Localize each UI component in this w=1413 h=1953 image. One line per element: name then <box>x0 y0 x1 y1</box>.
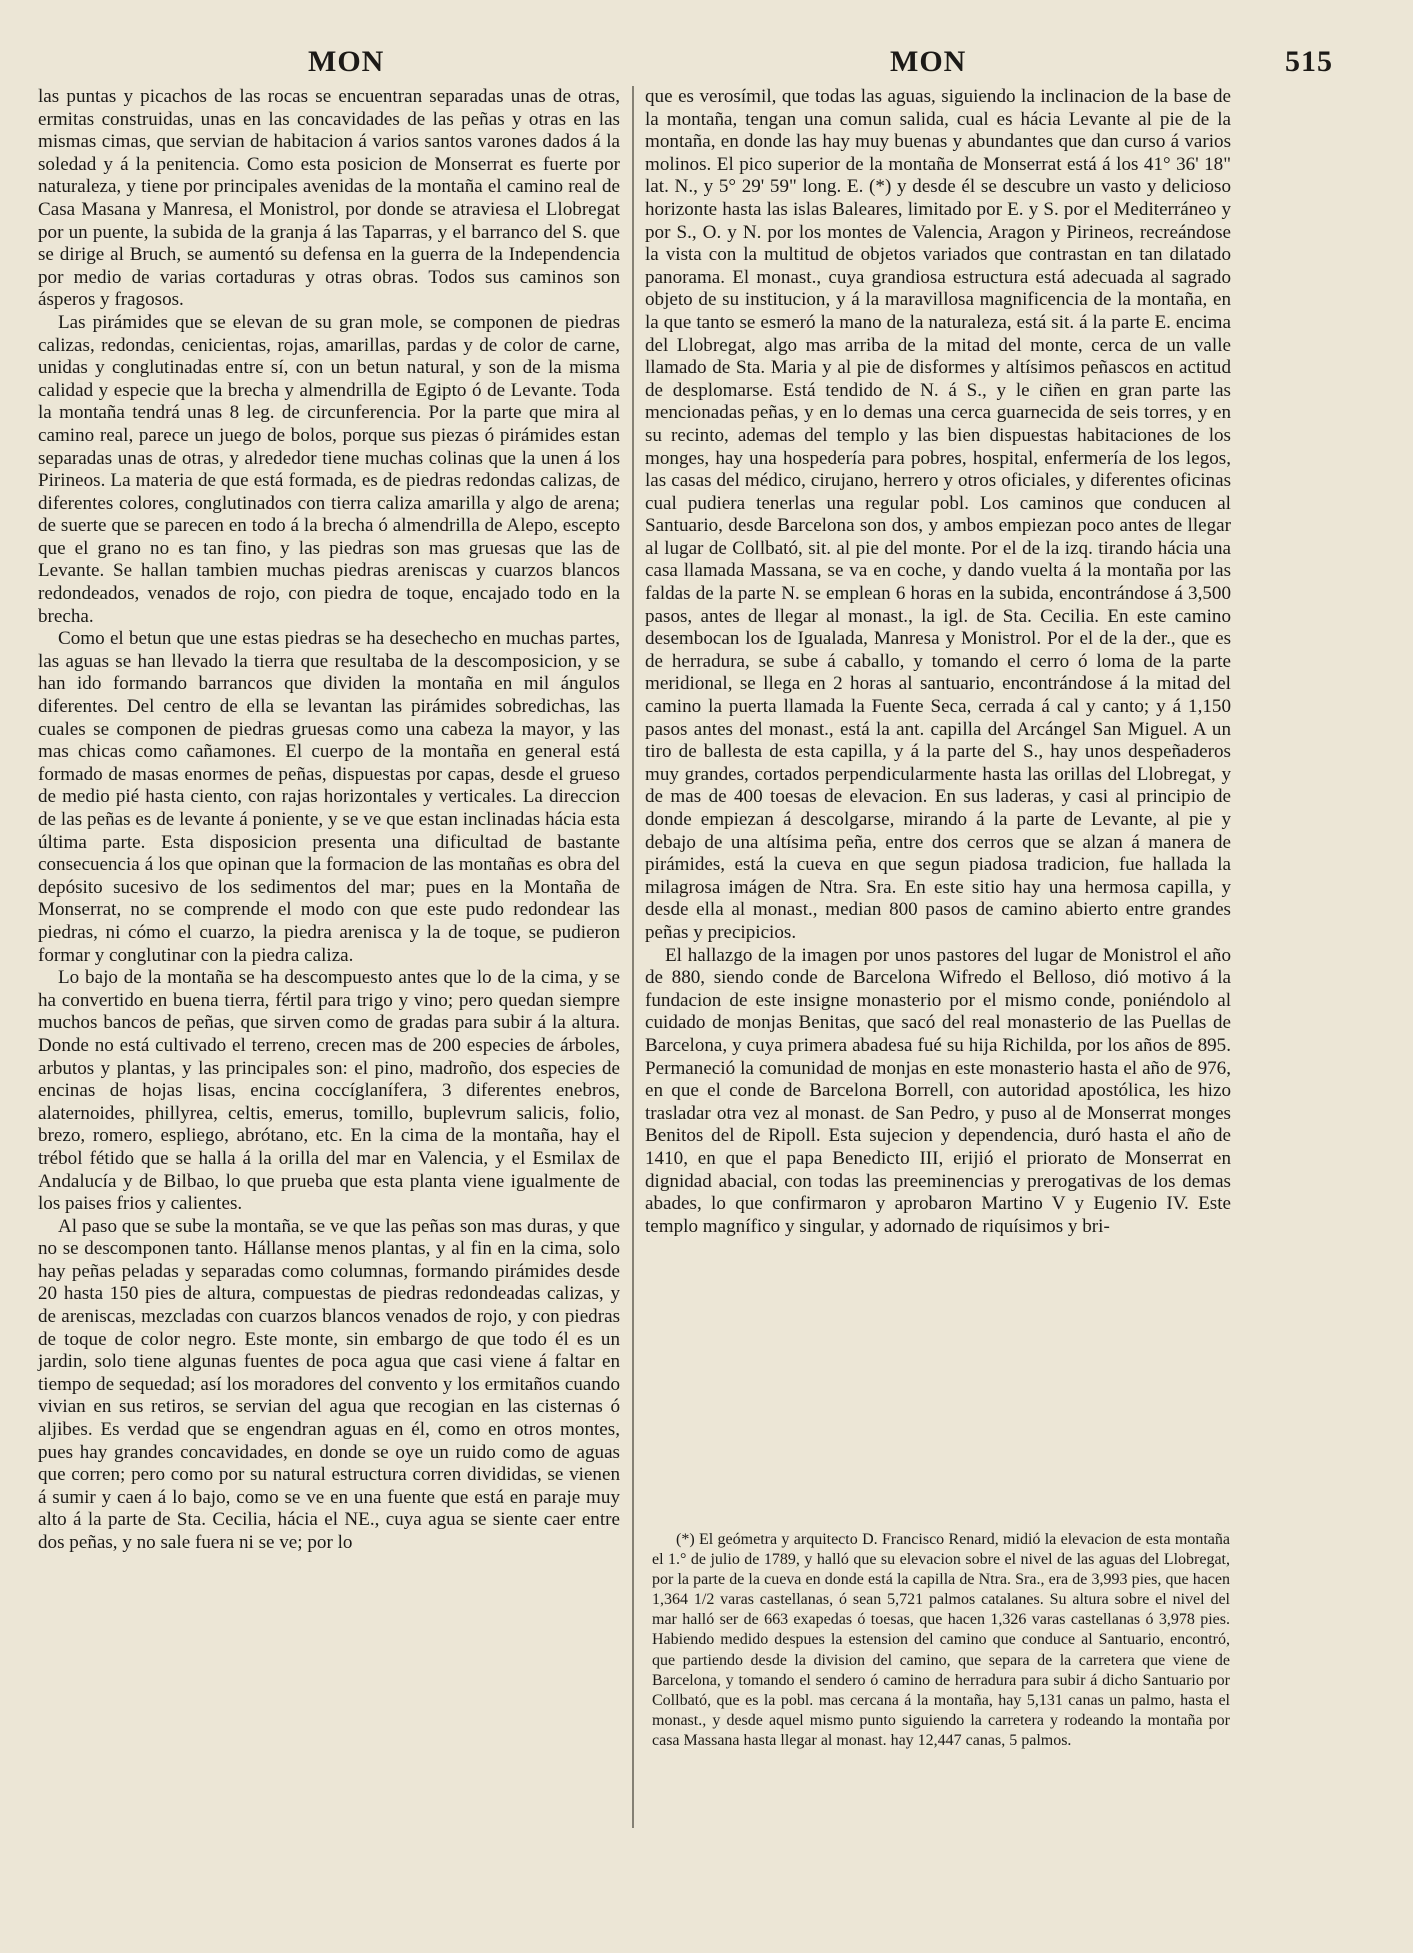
paragraph: Al paso que se sube la montaña, se ve que las peñas son mas duras, y que no se descomponen tanto. Hállanse menos plantas, y al fin en la cima, solo hay peñas peladas y separadas como columnas, formando pirámides desde 20 hasta 150 pies de altura, compuestas de piedras redondeadas calizas, y de areniscas, mezcladas con cuarzos blancos venados de rojo, y con piedras de toque de color negro. Este monte, sin embargo de que todo él es un jardin, solo tiene algunas fuentes de poca agua que casi viene á faltar en tiempo de sequedad; así los moradores del convento y los ermitaños cuando vivian en sus retiros, se servian del agua que recogian en las cisternas ó aljibes. Es verdad que se engendran aguas en él, como en otros montes, pues hay grandes concavidades, en donde se oye un ruido como de aguas que corren; pero como por su natural estructura corren divididas, se vienen á sumir y caen á lo bajo, como se ve en una fuente que está en paraje muy alto á la parte de Sta. Cecilia, hácia el NE., cuya agua se siente caer entre dos peñas, y no sale fuera ni se ve; por lo <box>38 1215 620 1553</box>
right-column <box>645 86 1231 1238</box>
column-divider <box>632 86 634 1828</box>
footnote <box>652 1530 1230 1751</box>
paragraph: Lo bajo de la montaña se ha descompuesto antes que lo de la cima, y se ha convertido en buena tierra, fértil para trigo y vino; pero quedan siempre muchos bancos de peñas, que sirven como de gradas para subir á la altura. Donde no está cultivado el terreno, crecen mas de 200 especies de árboles, arbutos y plantas, y las principales son: el pino, madroño, dos especies de encinas de hojas lisas, encina coccíglanífera, 3 diferentes enebros, alaternoides, phillyrea, celtis, emerus, tomillo, buplevrum salicis, folio, brezo, romero, espliego, abrótano, etc. En la cima de la montaña, hay el trébol fétido que se halla á la orilla del mar en Valencia, y el Esmilax de Andalucía y de Bilbao, lo que prueba que esta planta viene igualmente de los paises frios y calientes. <box>38 967 620 1215</box>
paragraph: El hallazgo de la imagen por unos pastores del lugar de Monistrol el año de 880, siendo conde de Barcelona Wifredo el Belloso, dió motivo á la fundacion de este insigne monasterio por el mismo conde, poniéndolo al cuidado de monjas Benitas, que sacó del real monasterio de las Puellas de Barcelona, y cuya primera abadesa fué su hija Richilda, por los años de 895. Permaneció la comunidad de monjas en este monasterio hasta el año de 976, en que el conde de Barcelona Borrell, con autoridad apostólica, les hizo trasladar otra vez al monast. de San Pedro, y puso al de Monserrat monges Benitos del de Ripoll. Esta sujecion y dependencia, duró hasta el año de 1410, en que el papa Benedicto III, erijió el priorato de Monserrat en dignidad abacial, con todas las preeminencias y prerogativas de los demas abades, lo que confirmaron y aprobaron Martino V y Eugenio IV. Este templo magnífico y singular, y adornado de riquísimos y bri- <box>645 944 1231 1237</box>
running-head-left: MON <box>308 45 385 78</box>
paragraph: que es verosímil, que todas las aguas, siguiendo la inclinacion de la base de la montaña, tengan una comun salida, cual es hácia Levante al pie de la montaña, en donde las hay muy buenas y abundantes que dan curso á varios molinos. El pico superior de la montaña de Monserrat está á los 41° 36' 18" lat. N., y 5° 29' 59" long. E. (*) y desde él se descubre un vasto y delicioso horizonte hasta las islas Baleares, limitado por E. y S. por el Mediterráneo y por S., O. y N. por los montes de Valencia, Aragon y Pirineos, recreándose la vista con la multitud de objetos variados que contrastan en tan dilatado panorama. El monast., cuya grandiosa estructura está adecuada al sagrado objeto de su institucion, y á la maravillosa magnificencia de la montaña, en la que tanto se esmeró la mano de la naturaleza, está sit. á la parte E. encima del Llobregat, algo mas arriba de la mitad del monte, cerca de un valle llamado de Sta. Maria y al pie de disformes y altísimos peñascos en actitud de desplomarse. Está tendido de N. á S., y le ciñen en gran parte las mencionadas peñas, y en lo demas una cerca guarnecida de seis torres, y en su recinto, ademas del templo y las bien dispuestas habitaciones de los monges, hay una hospedería para pobres, hospital, enfermería de los legos, las casas del médico, cirujano, herrero y otros oficiales, y diferentes oficinas cual pudiera tenerlas una regular pobl. Los caminos que conducen al Santuario, desde Barcelona son dos, y ambos empiezan poco antes de llegar al lugar de Collbató, sit. al pie del monte. Por el de la izq. tirando hácia una casa llamada Massana, se va en coche, y dando vuelta á la montaña por las faldas de la parte N. se emplean 6 horas en la subida, encontrándose á 3,500 pasos, antes de llegar al monast., la igl. de Sta. Cecilia. En este camino desembocan los de Igualada, Manresa y Monistrol. Por el de la der., que es de herradura, se sube á caballo, y tomando el cerro ó loma de la parte meridional, se llega en 2 horas al santuario, encontrándose á la mitad del camino la puerta llamada la Fuente Seca, cerrada á cal y canto; y á 1,150 pasos antes del monast., está la ant. capilla del Arcángel San Miguel. A un tiro de ballesta de esta capilla, y á la parte del S., hay unos despeñaderos muy grandes, cortados perpendicularmente hasta las orillas del Llobregat, y de mas de 400 toesas de elevacion. En sus laderas, y casi al principio de donde empiezan á descolgarse, mirando á la parte de Levante, al pie y debajo de una altísima peña, entre dos cerros que se alzan á manera de pirámides, está la cueva en que segun piadosa tradicion, fue hallada la milagrosa imágen de Ntra. Sra. En este sitio hay una hermosa capilla, y desde ella al monast., median 800 pasos de camino abierto entre grandes peñas y precipicios. <box>645 86 1231 943</box>
paragraph: Como el betun que une estas piedras se ha desechecho en muchas partes, las aguas se han llevado la tierra que resultaba de la descomposicion, y se han ido formando barrancos que dividen la montaña en mil ángulos diferentes. Del centro de ella se levantan las pirámides sobredichas, las cuales se componen de piedras gruesas como una cabeza la mayor, y las mas chicas como cañamones. El cuerpo de la montaña en general está formado de masas enormes de peñas, dispuestas por capas, desde el grueso de medio pié hasta ciento, con rajas horizontales y verticales. La direccion de las peñas es de levante á poniente, y se ve que estan inclinadas hácia esta última parte. Esta disposicion presenta una dificultad de bastante consecuencia á los que opinan que la formacion de las montañas es obra del depósito sucesivo de los sedimentos del mar; pues en la Montaña de Monserrat, no se comprende el modo con que este pudo redondear las piedras, ni cómo el cuarzo, la piedra arenisca y la de toque, se pudieron formar y conglutinar con la piedra caliza. <box>38 628 620 966</box>
paragraph: las puntas y picachos de las rocas se encuentran separadas unas de otras, ermitas construidas, unas en las concavidades de las peñas y otras en las mismas cimas, que servian de habitacion á varios santos varones dados á la soledad y á la penitencia. Como esta posicion de Monserrat es fuerte por naturaleza, y tiene por principales avenidas de la montaña el camino real de Casa Masana y Manresa, el Monistrol, por donde se atraviesa el Llobregat por un puente, la subida de la granja á las Taparras, y el barranco del S. que se dirige al Bruch, se aumentó su defensa en la guerra de la Independencia por medio de varias cortaduras y otras obras. Todos sus caminos son ásperos y fragosos. <box>38 86 620 311</box>
paragraph: Las pirámides que se elevan de su gran mole, se componen de piedras calizas, redondas, cenicientas, rojas, amarillas, pardas y de color de carne, unidas y conglutinadas entre sí, con un betun natural, y son de la misma calidad y especie que la brecha y almendrilla de Egipto ó de Levante. Toda la montaña tendrá unas 8 leg. de circunferencia. Por la parte que mira al camino real, parece un juego de bolos, porque sus piezas ó pirámides estan separadas unas de otras, y alrededor tiene muchas colinas que la unen á los Pirineos. La materia de que está formada, es de piedras redondas calizas, de diferentes colores, conglutinados con tierra caliza amarilla y algo de arena; de suerte que se parecen en todo á la brecha ó almendrilla de Alepo, escepto que el grano no es tan fino, y las piedras son mas gruesas que las de Levante. Se hallan tambien muchas piedras areniscas y cuarzos blancos redondeados, venados de rojo, con piedra de toque, encajado todo en la brecha. <box>38 311 620 627</box>
page-number: 515 <box>1285 45 1333 78</box>
footnote-text: (*) El geómetra y arquitecto D. Francisco Renard, midió la elevacion de esta montaña el 1.° de julio de 1789, y halló que su elevacion sobre el nivel de las aguas del Llobregat, por la parte de la cueva en donde está la capilla de Ntra. Sra., era de 3,993 pies, que hacen 1,364 1/2 varas castellanas, ó sean 5,721 palmos catalanes. Su altura sobre el nivel del mar halló ser de 663 exapedas ó toesas, que hacen 1,326 varas castellanas ó 3,978 pies. Habiendo medido despues la estension del camino que conduce al Santuario, encontró, que partiendo desde la division del camino, que separa de la carretera que viene de Barcelona, y tomando el sendero ó camino de herradura para subir á dicho Santuario por Collbató, que es la pobl. mas cercana á la montaña, hay 5,131 canas un palmo, hasta el monast., y desde aquel mismo punto siguiendo la carretera y rodeando la montaña por casa Massana hasta llegar al monast. hay 12,447 canas, 5 palmos. <box>652 1531 1230 1749</box>
left-column <box>38 86 620 1555</box>
running-head-center: MON <box>890 45 967 78</box>
